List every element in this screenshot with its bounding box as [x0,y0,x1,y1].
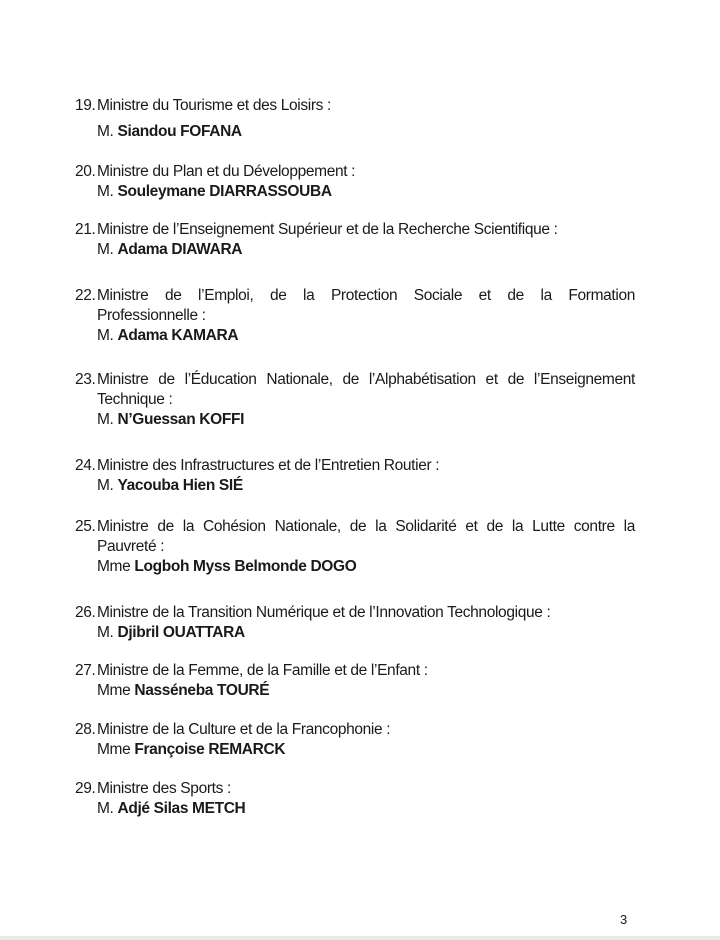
minister-name [75,122,635,142]
page-edge [0,936,720,940]
ministry-title: Ministre du Plan et du Développement : [97,163,356,180]
name-bold: Siandou FOFANA [117,123,242,140]
ministry-title: Ministre des Sports : [97,780,231,797]
minister-entry [75,220,635,260]
honorific: Mme [97,682,131,699]
entry-number: 21. [75,221,96,238]
honorific: M. [97,241,114,258]
ministry-title: Ministre de la Cohésion Nationale, de la Solidarité et de la Lutte contre la [97,518,635,535]
name-bold: Yacouba Hien SIÉ [117,477,243,494]
minister-name [75,476,635,496]
entry-number: 26. [75,604,96,621]
entry-number: 24. [75,457,96,474]
name-bold: Adama DIAWARA [117,241,243,258]
ministry-title-continued: Technique : [97,391,173,408]
minister-entry [75,96,635,142]
minister-name [75,799,635,819]
name-bold: Nasséneba TOURÉ [134,682,270,699]
ministry-title: Ministre des Infrastructures et de l’Entretien Routier : [97,457,440,474]
name-bold: Djibril OUATTARA [117,624,245,641]
ministry-title: Ministre de la Femme, de la Famille et de l’Enfant : [97,662,428,679]
minister-name [75,410,635,430]
name-bold: Adama KAMARA [117,327,239,344]
ministry-title: Ministre de la Culture et de la Francophonie : [97,721,391,738]
honorific: M. [97,327,114,344]
minister-entry [75,517,635,577]
entry-number: 29. [75,780,96,797]
minister-entry [75,286,635,346]
minister-name [75,681,635,701]
honorific: M. [97,411,114,428]
minister-entry [75,456,635,496]
name-bold: Souleymane DIARRASSOUBA [117,183,332,200]
ministry-title-continued: Pauvreté : [97,538,165,555]
ministry-title: Ministre de la Transition Numérique et de l’Innovation Technologique : [97,604,551,621]
entry-number: 19. [75,97,96,114]
minister-name [75,623,635,643]
name-bold: Logboh Myss Belmonde DOGO [134,558,357,575]
honorific: Mme [97,741,131,758]
minister-name [75,740,635,760]
name-bold: Françoise REMARCK [134,741,286,758]
entry-number: 27. [75,662,96,679]
entry-number: 25. [75,518,96,535]
ministry-title: Ministre de l’Enseignement Supérieur et de la Recherche Scientifique : [97,221,558,238]
ministry-title-continued: Professionnelle : [97,307,206,324]
minister-entry [75,779,635,819]
minister-entry [75,661,635,701]
ministry-title: Ministre du Tourisme et des Loisirs : [97,97,331,114]
minister-name [75,182,635,202]
honorific: M. [97,624,114,641]
honorific: M. [97,183,114,200]
page-number: 3 [620,912,628,927]
minister-entry [75,162,635,202]
ministry-title: Ministre de l’Éducation Nationale, de l’Alphabétisation et de l’Enseignement [97,371,635,388]
minister-entry [75,720,635,760]
entry-number: 23. [75,371,96,388]
honorific: Mme [97,558,131,575]
name-bold: N’Guessan KOFFI [117,411,245,428]
honorific: M. [97,477,114,494]
name-bold: Adjé Silas METCH [117,800,246,817]
entry-number: 20. [75,163,96,180]
honorific: M. [97,123,114,140]
minister-name [75,557,635,577]
minister-entry [75,603,635,643]
honorific: M. [97,800,114,817]
minister-name [75,240,635,260]
minister-name [75,326,635,346]
entry-number: 22. [75,287,96,304]
ministry-title: Ministre de l’Emploi, de la Protection Sociale et de la Formation [97,287,635,304]
minister-entry [75,370,635,430]
entry-number: 28. [75,721,96,738]
